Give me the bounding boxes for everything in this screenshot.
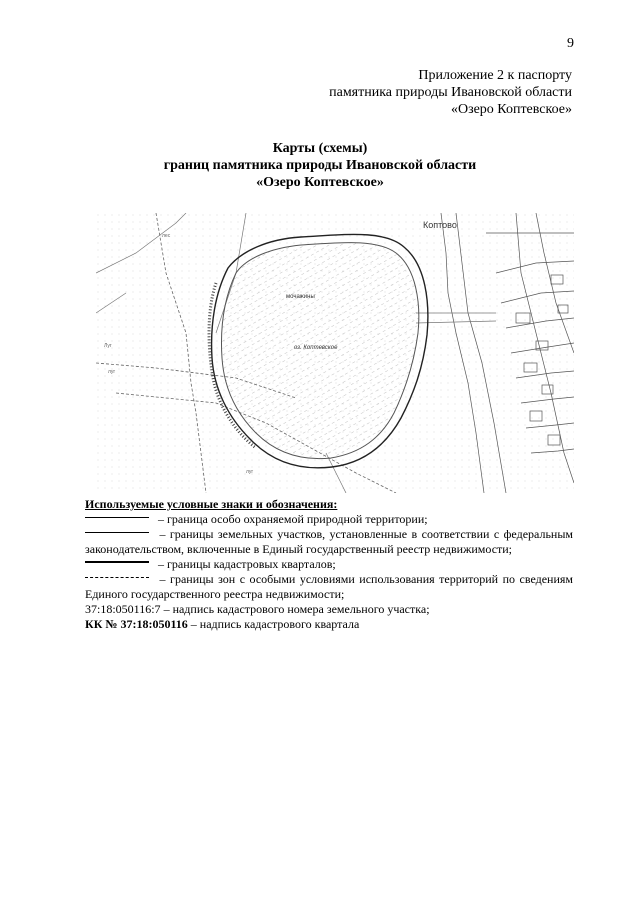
legend [85, 497, 573, 632]
appendix-line-3: «Озеро Коптевское» [450, 102, 572, 117]
parcel-number-desc: – надпись кадастрового номера земельного участка; [160, 602, 430, 616]
legend-swatch-solid [85, 517, 149, 518]
legend-item-special-zone-boundary [85, 572, 573, 602]
legend-item-parcel-number [85, 602, 573, 617]
legend-item-quarter-number [85, 617, 573, 632]
quarter-number-sample: КК № 37:18:050116 [85, 617, 188, 631]
legend-item-text: – границы земельных участков, установленные в соответствии с федеральным законодательством, включенные в Единый государственный реестр недвижимости; [85, 527, 573, 556]
appendix-line-1: Приложение 2 к паспорту [418, 68, 572, 83]
legend-item-land-plot-boundary [85, 527, 573, 557]
legend-item-protected-boundary [85, 512, 573, 527]
appendix-line-2: памятника природы Ивановской области [329, 85, 572, 100]
appendix-header [172, 67, 572, 118]
legend-item-text: – граница особо охраняемой природной территории; [155, 512, 428, 526]
lake-label-center: оз. Коптевское [294, 345, 338, 351]
quarter-number-desc: – надпись кадастрового квартала [187, 617, 360, 631]
parcel-number-sample: 37:18:050116:7 [85, 602, 161, 616]
title-line-2: границ памятника природы Ивановской области [163, 158, 477, 173]
map-tick-1: Луг [104, 343, 112, 349]
legend-item-text: – границы кадастровых кварталов; [155, 557, 336, 571]
village-label: Коптово [423, 220, 457, 230]
legend-item-text: – границы зон с особыми условиями использования территорий по сведениям Единого государственного реестра недвижимости; [85, 572, 573, 601]
legend-swatch-dashed [85, 577, 149, 578]
title-line-1: Карты (схемы) [272, 141, 368, 156]
page-number: 9 [567, 36, 574, 51]
map-tick-3: лес [162, 233, 171, 239]
legend-swatch-thick [85, 561, 149, 563]
boundary-map [96, 213, 574, 493]
legend-item-cadastral-quarter-boundary [85, 557, 573, 572]
legend-heading: Используемые условные знаки и обозначения: [85, 497, 338, 511]
page-title [0, 140, 640, 191]
legend-swatch-thin [85, 532, 149, 533]
map-tick-4: луг [246, 469, 254, 475]
title-line-3: «Озеро Коптевское» [256, 175, 384, 190]
map-tick-2: луг [108, 369, 116, 375]
map-drawing [96, 213, 574, 493]
lake-label-top: мочажины [286, 294, 315, 300]
